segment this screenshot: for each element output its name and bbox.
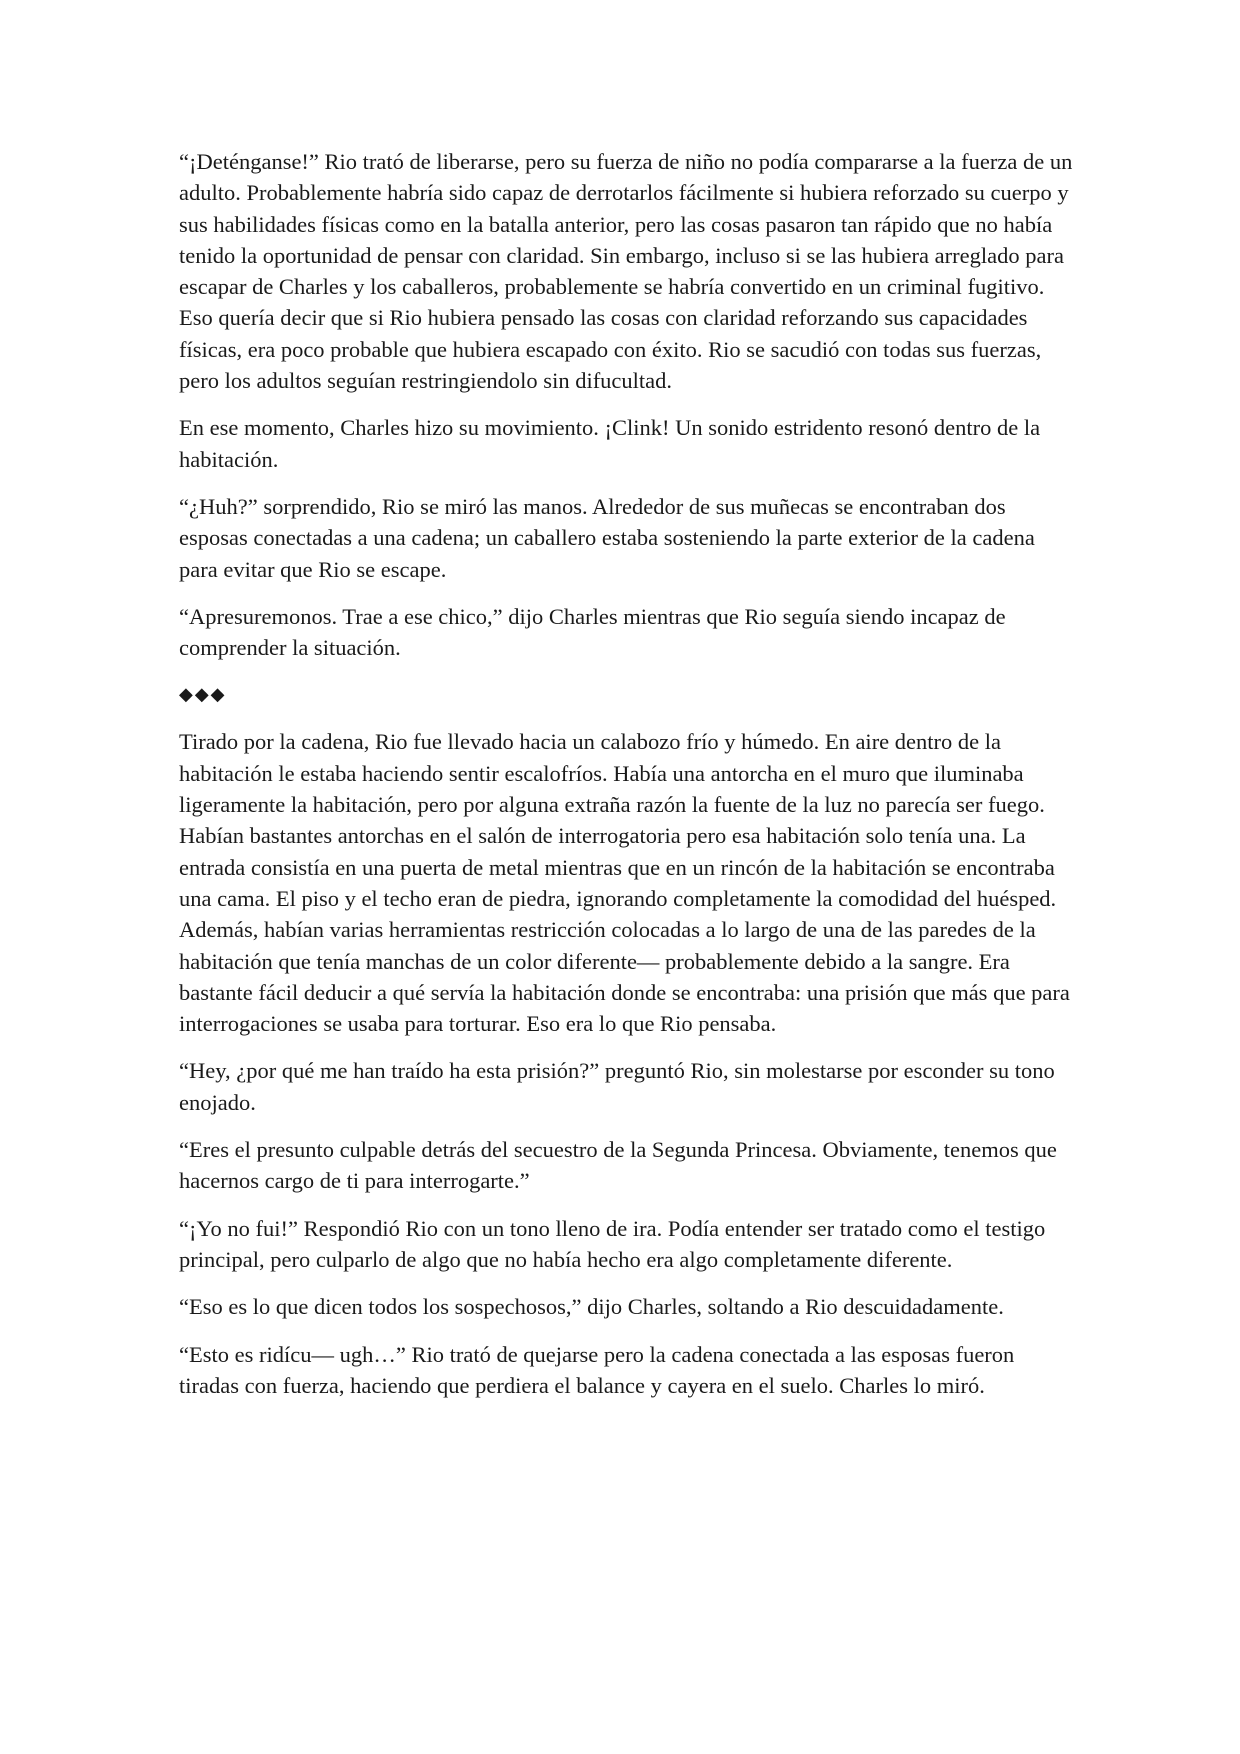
document-page [179,146,1079,1417]
paragraph-5: Tirado por la cadena, Rio fue llevado hacia un calabozo frío y húmedo. En aire dentro de la habitación le estaba haciendo sentir escalofríos. Había una antorcha en el muro que iluminaba ligeramente la habitación, pero por alguna extraña razón la fuente de la luz no parecía ser fuego. Habían bastantes antorchas en el salón de interrogatoria pero esa habitación solo tenía una. La entrada consistía en una puerta de metal mientras que en un rincón de la habitación se encontraba una cama. El piso y el techo eran de piedra, ignorando completamente la comodidad del huésped. Además, habían varias herramientas restricción colocadas a lo largo de una de las paredes de la habitación que tenía manchas de un color diferente— probablemente debido a la sangre. Era bastante fácil deducir a qué servía la habitación donde se encontraba: una prisión que más que para interrogaciones se usaba para torturar. Eso era lo que Rio pensaba. [179,729,1070,1037]
paragraph-2: En ese momento, Charles hizo su movimiento. ¡Clink! Un sonido estridento resonó dentro de la habitación. [179,415,1041,472]
section-separator: ◆◆◆ [179,684,227,705]
paragraph-10: “Esto es ridícu— ugh…” Rio trató de quejarse pero la cadena conectada a las esposas fueron tiradas con fuerza, haciendo que perdiera el balance y cayera en el suelo. Charles lo miró. [179,1341,1015,1398]
paragraph-9: “Eso es lo que dicen todos los sospechosos,” dijo Charles, soltando a Rio descuidadamente. [179,1294,1004,1320]
paragraph-4: “Apresuremonos. Trae a ese chico,” dijo Charles mientras que Rio seguía siendo incapaz de comprender la situación. [179,603,1006,661]
paragraph-8: “¡Yo no fui!” Respondió Rio con un tono lleno de ira. Podía entender ser tratado como el testigo principal, pero culparlo de algo que no había hecho era algo completamente diferente. [179,1215,1046,1272]
paragraph-1: “¡Deténganse!” Rio trató de liberarse, pero su fuerza de niño no podía compararse a la fuerza de un adulto. Probablemente habría sido capaz de derrotarlos fácilmente si hubiera reforzado su cuerpo y sus habilidades físicas como en la batalla anterior, pero las cosas pasaron tan rápido que no había tenido la oportunidad de pensar con claridad. Sin embargo, incluso si se las hubiera arreglado para escapar de Charles y los caballeros, probablemente se habría convertido en un criminal fugitivo. Eso quería decir que si Rio hubiera pensado las cosas con claridad reforzando sus capacidades físicas, era poco probable que hubiera escapado con éxito. Rio se sacudió con todas sus fuerzas, pero los adultos seguían restringiendolo sin difucultad. [179,149,1073,394]
paragraph-6: “Hey, ¿por qué me han traído ha esta prisión?” preguntó Rio, sin molestarse por esconder su tono enojado. [179,1058,1055,1115]
paragraph-3: “¿Huh?” sorprendido, Rio se miró las manos. Alrededor de sus muñecas se encontraban dos esposas conectadas a una cadena; un caballero estaba sosteniendo la parte exterior de la cadena para evitar que Rio se escape. [179,493,1035,582]
paragraph-7: “Eres el presunto culpable detrás del secuestro de la Segunda Princesa. Obviamente, tenemos que hacernos cargo de ti para interrogarte.” [179,1137,1057,1194]
